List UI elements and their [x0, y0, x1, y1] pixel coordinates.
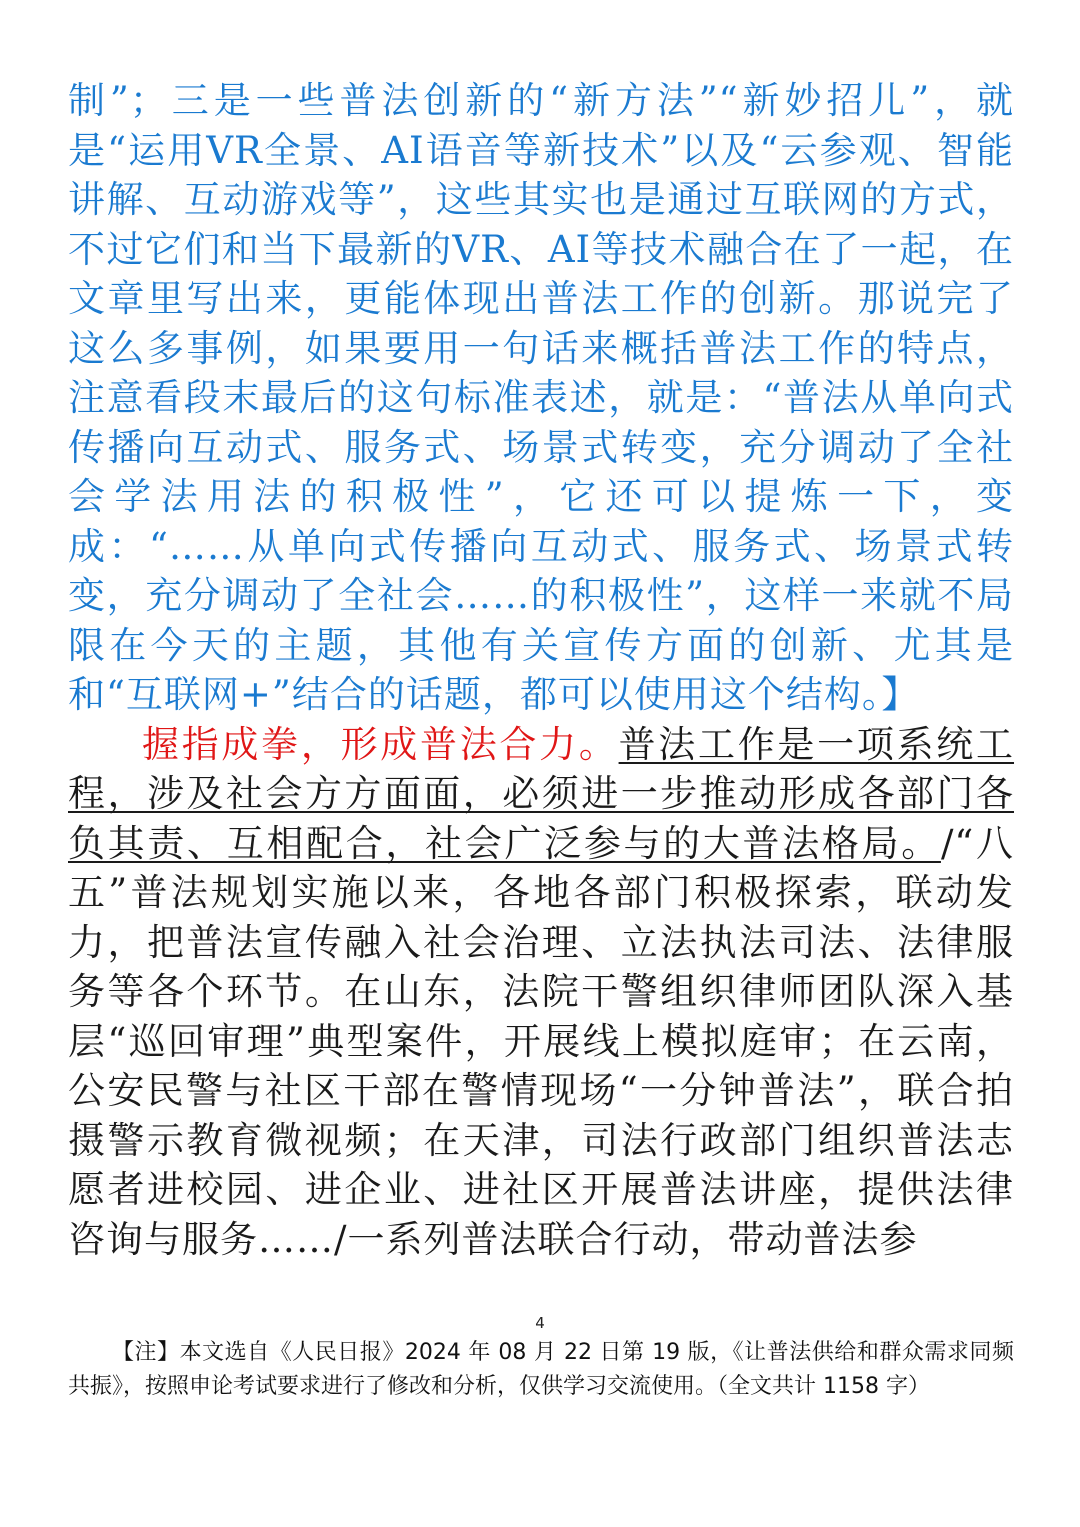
- footnote: 【注】本文选自《人民日报》2024 年 08 月 22 日第 19 版，《让普法供给和群众需求同频共振》，按照申论考试要求进行了修改和分析，仅供学习交流使用。（全文共计 1158 字）: [68, 1340, 1014, 1399]
- paragraph-body: /“八五”普法规划实施以来，各地各部门积极探索，联动发力，把普法宣传融入社会治理、立法执法司法、法律服务等各个环节。在山东，法院干警组织律师团队深入基层“巡回审理”典型案件，开展线上模拟庭审；在云南，公安民警与社区干部在警情现场“一分钟普法”，联合拍摄警示教育微视频；在天津，司法行政部门组织普法志愿者进校园、进企业、进社区开展普法讲座，提供法律咨询与服务……/一系列普法联合行动，带动普法参: [68, 821, 1014, 1261]
- analysis-commentary: 制”；三是一些普法创新的“新方法”“新妙招儿”，就是“运用VR全景、AI语音等新技术”以及“云参观、智能讲解、互动游戏等”，这些其实也是通过互联网的方式，不过它们和当下最新的VR、AI等技术融合在了一起，在文章里写出来，更能体现出普法工作的创新。那说完了这么多事例，如果要用一句话来概括普法工作的特点，注意看段末最后的这句标准表述，就是：“普法从单向式传播向互动式、服务式、场景式转变，充分调动了全社会学法用法的积极性”，它还可以提炼一下，变成：“……从单向式传播向互动式、服务式、场景式转变，充分调动了全社会……的积极性”，这样一来就不局限在今天的主题，其他有关宣传方面的创新、尤其是和“互联网+”结合的话题，都可以使用这个结构。】: [68, 79, 1014, 716]
- body-text: [68, 76, 1014, 1264]
- section-heading: 握指成拳，形成普法合力。: [142, 722, 619, 766]
- main-paragraph: [68, 720, 1014, 1265]
- page-number: 4: [535, 1314, 545, 1332]
- underlined-key-sentence: 普法工作是一项系统工程，涉及社会方方面面，必须进一步推动形成各部门各负其责、互相配合，社会广泛参与的大普法格局。: [68, 722, 1015, 865]
